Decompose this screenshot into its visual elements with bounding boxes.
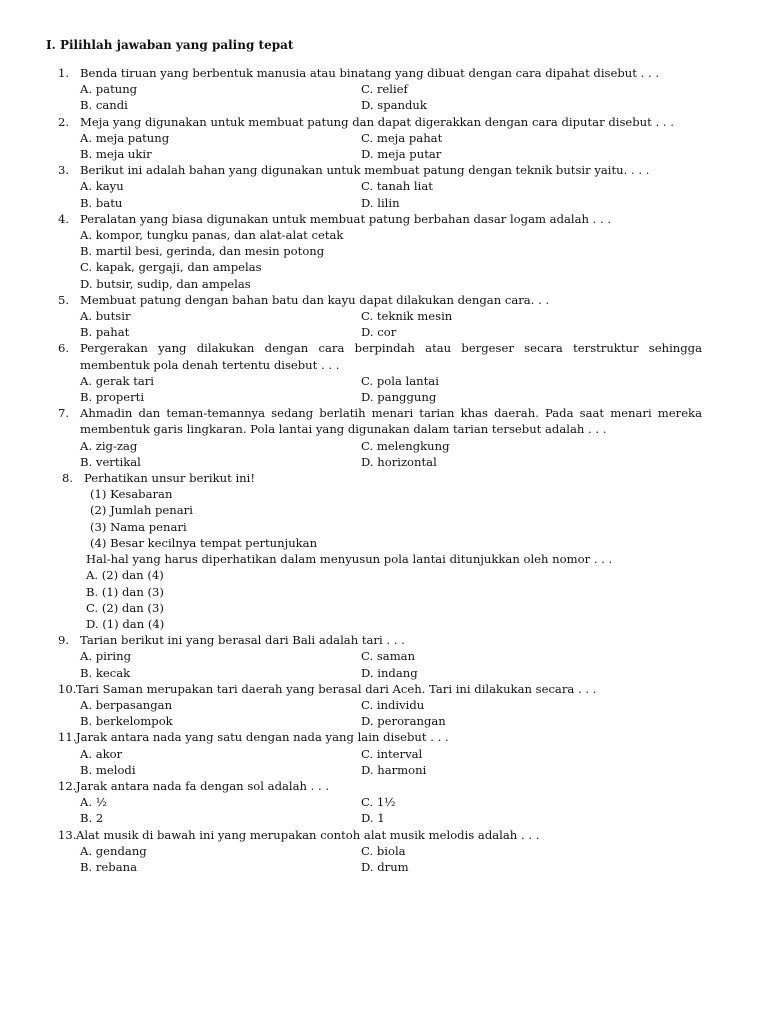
option-d: D. panggung xyxy=(361,390,437,405)
question-1 xyxy=(58,65,702,114)
option-c: C. tanah liat xyxy=(361,179,433,194)
section-heading: I. Pilihlah jawaban yang paling tepat xyxy=(46,38,294,52)
option-d: D. indang xyxy=(361,665,418,680)
option-b: B. vertikal xyxy=(80,454,141,469)
question-text: Alat musik di bawah ini yang merupakan contoh alat musik melodis adalah . . . xyxy=(76,827,540,842)
question-text: Tarian berikut ini yang berasal dari Bali adalah tari . . . xyxy=(80,633,405,648)
option-b: B. berkelompok xyxy=(80,714,173,729)
question-text: Berikut ini adalah bahan yang digunakan untuk membuat patung dengan teknik butsir yaitu. . . . xyxy=(80,163,650,178)
question-text: Tari Saman merupakan tari daerah yang berasal dari Aceh. Tari ini dilakukan secara . . . xyxy=(76,681,597,696)
option-c: C. biola xyxy=(361,843,406,858)
option-c: C. interval xyxy=(361,746,423,761)
statement-item: (3) Nama penari xyxy=(90,519,187,534)
option-d: D. lilin xyxy=(361,195,400,210)
option-b: B. candi xyxy=(80,98,128,113)
question-text: Benda tiruan yang berbentuk manusia atau binatang yang dibuat dengan cara dipahat disebut . . . xyxy=(80,66,660,80)
option-c: C. (2) dan (3) xyxy=(86,600,164,615)
question-text: Jarak antara nada yang satu dengan nada yang lain disebut . . . xyxy=(76,730,449,745)
option-c: C. meja pahat xyxy=(361,130,443,145)
question-number: 11. xyxy=(58,730,77,745)
option-b: B. meja ukir xyxy=(80,147,152,162)
question-number: 7. xyxy=(58,406,70,421)
question-10 xyxy=(58,681,702,730)
statement-item: (2) Jumlah penari xyxy=(90,503,193,518)
question-7 xyxy=(58,405,702,470)
option-a: A. patung xyxy=(80,82,138,97)
option-c: C. 1½ xyxy=(361,795,396,810)
option-b: B. melodi xyxy=(80,762,136,777)
option-b: B. kecak xyxy=(80,665,131,680)
question-text: Peralatan yang biasa digunakan untuk membuat patung berbahan dasar logam adalah . . . xyxy=(80,211,612,226)
option-a: A. gerak tari xyxy=(80,373,155,388)
question-text: Ahmadin dan teman-temannya sedang berlatih menari tarian khas daerah. Pada saat menari mereka membentuk garis lingkaran. Pola lantai yang digunakan dalam tarian tersebut adalah . . . xyxy=(80,406,702,437)
statement-item: (1) Kesabaran xyxy=(90,487,173,502)
question-number: 2. xyxy=(58,114,70,129)
option-c: C. individu xyxy=(361,697,425,712)
question-13 xyxy=(58,827,702,876)
option-a: A. butsir xyxy=(80,309,131,324)
option-d: D. spanduk xyxy=(361,98,427,113)
option-d: D. cor xyxy=(361,325,397,340)
option-c: C. kapak, gergaji, dan ampelas xyxy=(80,260,262,275)
option-b: B. batu xyxy=(80,195,123,210)
question-11 xyxy=(58,729,702,778)
option-b: B. properti xyxy=(80,390,145,405)
option-c: C. teknik mesin xyxy=(361,309,453,324)
question-list xyxy=(58,65,702,875)
option-b: B. 2 xyxy=(80,811,104,826)
question-text: Perhatikan unsur berikut ini! xyxy=(84,471,256,486)
question-9 xyxy=(58,632,702,681)
option-d: D. butsir, sudip, dan ampelas xyxy=(80,276,251,291)
question-4 xyxy=(58,211,702,292)
question-number: 8. xyxy=(62,471,74,486)
question-number: 3. xyxy=(58,163,70,178)
question-prompt: Hal-hal yang harus diperhatikan dalam menyusun pola lantai ditunjukkan oleh nomor . . . xyxy=(86,552,613,567)
option-c: C. pola lantai xyxy=(361,373,439,388)
option-d: D. (1) dan (4) xyxy=(86,616,165,631)
question-text: Meja yang digunakan untuk membuat patung dan dapat digerakkan dengan cara diputar disebut . . . xyxy=(80,114,674,129)
question-8 xyxy=(58,470,702,632)
question-number: 9. xyxy=(58,633,70,648)
question-number: 5. xyxy=(58,292,70,307)
option-a: A. kayu xyxy=(80,179,124,194)
option-c: C. melengkung xyxy=(361,438,450,453)
question-text: Pergerakan yang dilakukan dengan cara berpindah atau bergeser secara terstruktur sehingga membentuk pola denah tertentu disebut . . . xyxy=(80,341,702,372)
option-d: D. harmoni xyxy=(361,762,427,777)
option-b: B. pahat xyxy=(80,325,130,340)
option-a: A. ½ xyxy=(80,795,107,810)
question-5 xyxy=(58,292,702,341)
question-text: Jarak antara nada fa dengan sol adalah . . . xyxy=(76,778,330,793)
option-a: A. kompor, tungku panas, dan alat-alat cetak xyxy=(80,228,344,243)
option-d: D. drum xyxy=(361,859,409,874)
option-b: B. rebana xyxy=(80,859,138,874)
question-number: 4. xyxy=(58,211,70,226)
option-d: D. horizontal xyxy=(361,454,437,469)
question-number: 12. xyxy=(58,778,77,793)
option-d: D. meja putar xyxy=(361,147,442,162)
option-b: B. (1) dan (3) xyxy=(86,584,164,599)
question-12 xyxy=(58,778,702,827)
option-b: B. martil besi, gerinda, dan mesin potong xyxy=(80,244,325,259)
question-2 xyxy=(58,114,702,163)
option-c: C. relief xyxy=(361,82,408,97)
question-3 xyxy=(58,162,702,211)
question-number: 10. xyxy=(58,681,77,696)
option-a: A. gendang xyxy=(80,843,147,858)
option-a: A. piring xyxy=(80,649,132,664)
option-a: A. berpasangan xyxy=(80,697,173,712)
option-d: D. perorangan xyxy=(361,714,446,729)
option-a: A. meja patung xyxy=(80,130,170,145)
statement-item: (4) Besar kecilnya tempat pertunjukan xyxy=(90,535,318,550)
option-d: D. 1 xyxy=(361,811,385,826)
question-number: 6. xyxy=(58,341,70,356)
option-a: A. (2) dan (4) xyxy=(86,568,164,583)
option-a: A. zig-zag xyxy=(80,438,138,453)
question-number: 1. xyxy=(58,66,70,80)
question-text: Membuat patung dengan bahan batu dan kayu dapat dilakukan dengan cara. . . xyxy=(80,292,550,307)
option-c: C. saman xyxy=(361,649,416,664)
question-number: 13. xyxy=(58,827,77,842)
option-a: A. akor xyxy=(80,746,123,761)
question-6 xyxy=(58,340,702,405)
